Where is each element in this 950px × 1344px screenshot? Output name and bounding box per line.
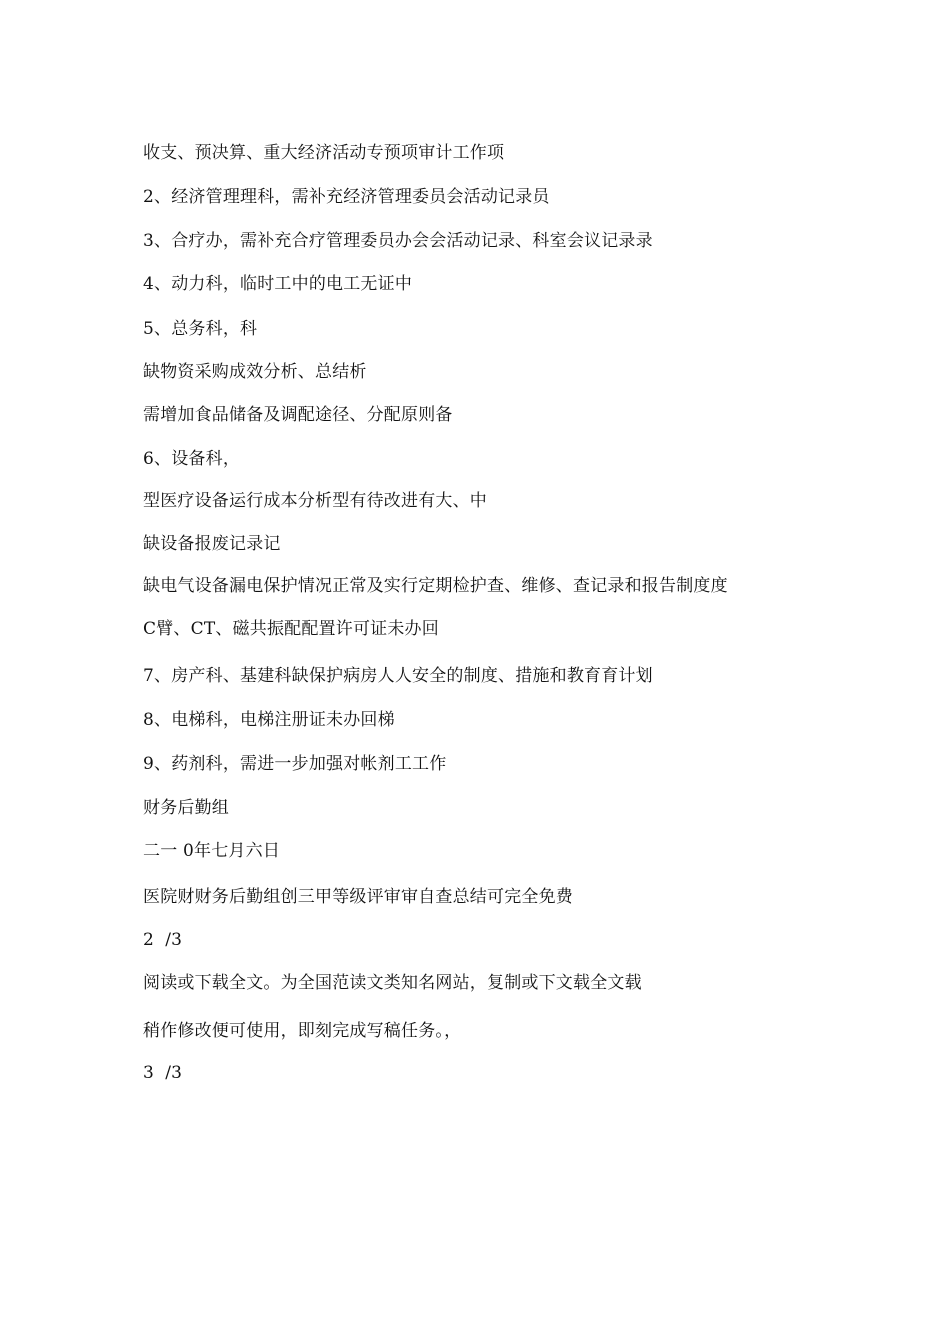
- signature-date: 二一 0年七月六日: [143, 841, 281, 861]
- text-line: C臂、CT、磁共振配配置许可证未办回: [143, 619, 439, 639]
- text-line: 阅读或下载全文。为全国范读文类知名网站，复制或下文载全文载: [143, 973, 642, 993]
- text-line: 7、房产科、基建科缺保护病房人人安全的制度、措施和教育育计划: [143, 666, 653, 686]
- text-line: 医院财财务后勤组创三甲等级评审审自查总结可完全免费: [143, 887, 573, 907]
- text-line: 型医疗设备运行成本分析型有待改进有大、中: [143, 491, 487, 511]
- text-line: 4、动力科，临时工中的电工无证中: [143, 274, 413, 294]
- text-line: 收支、预决算、重大经济活动专预项审计工作项: [143, 143, 505, 163]
- page-number: 3 /3: [143, 1063, 183, 1083]
- text-line: 稍作修改便可使用，即刻完成写稿任务。，: [143, 1021, 462, 1041]
- text-line: 缺电气设备漏电保护情况正常及实行定期检护查、维修、查记录和报告制度度: [143, 576, 728, 596]
- text-line: 5、总务科，科: [143, 319, 258, 339]
- text-line: 9、药剂科，需进一步加强对帐剂工工作: [143, 754, 447, 774]
- signature-group: 财务后勤组: [143, 798, 229, 818]
- text-line: 8、电梯科，电梯注册证未办回梯: [143, 710, 395, 730]
- text-line: 缺设备报废记录记: [143, 534, 281, 554]
- text-line: 2、经济管理理科，需补充经济管理委员会活动记录员: [143, 187, 550, 207]
- page-number: 2 /3: [143, 930, 183, 950]
- text-line: 6、设备科，: [143, 449, 241, 469]
- text-line: 需增加食品储备及调配途径、分配原则备: [143, 405, 453, 425]
- text-line: 缺物资采购成效分析、总结析: [143, 362, 367, 382]
- text-line: 3、合疗办，需补充合疗管理委员办会会活动记录、科室会议记录录: [143, 231, 653, 251]
